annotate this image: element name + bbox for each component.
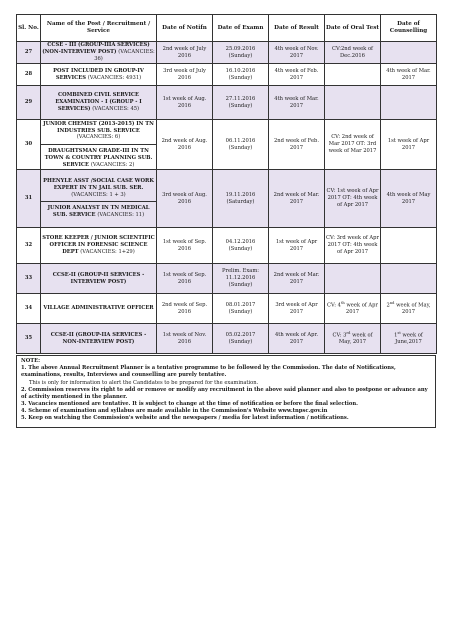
row-exam-date: 04.12.2016 (Sunday) (213, 228, 269, 264)
recruitment-planner-sheet (16, 14, 436, 428)
header-exam-date: Date of Examn (213, 15, 269, 42)
row-counselling-date (381, 42, 437, 64)
row-exam-date: 06.11.2016 (Sunday) (213, 120, 269, 170)
row-slno: 34 (17, 294, 41, 324)
header-oral-test-date: Date of Oral Test (325, 15, 381, 42)
post-vacancies: (VACANCIES: 45) (92, 105, 140, 112)
row-counselling-date (381, 86, 437, 120)
row-notification-date: 3rd week of July 2016 (157, 64, 213, 86)
notes-list (21, 365, 431, 422)
post-vacancies: (VACANCIES: 4931) (87, 74, 142, 81)
post-vacancies: (VACANCIES: 1 + 3) (71, 191, 126, 198)
post-title: VILLAGE ADMINISTRATIVE OFFICER (43, 305, 154, 312)
post-entry (42, 121, 155, 141)
row-slno: 27 (17, 42, 41, 64)
row-exam-date: 25.09.2016 (Sunday) (213, 42, 269, 64)
row-post-name (41, 170, 157, 228)
table-row (17, 228, 437, 264)
row-counselling-date: 1st week of June,2017 (381, 324, 437, 354)
row-slno: 28 (17, 64, 41, 86)
row-oral-test-date (325, 64, 381, 86)
row-exam-date: 08.01.2017 (Sunday) (213, 294, 269, 324)
row-oral-test-date (325, 264, 381, 294)
row-slno: 29 (17, 86, 41, 120)
row-slno: 32 (17, 228, 41, 264)
row-result-date: 4th week of Mar. 2017 (269, 86, 325, 120)
notes-section (16, 355, 436, 428)
post-entry (42, 332, 155, 346)
row-post-name (41, 264, 157, 294)
row-notification-date: 1st week of Aug. 2016 (157, 86, 213, 120)
header-slno: Sl. No. (17, 15, 41, 42)
row-counselling-date: 1st week of Apr 2017 (381, 120, 437, 170)
note-line: 5. Keep on watching the Commission's website and the newspapers / media for latest information / notifications. (21, 415, 349, 422)
table-row (17, 64, 437, 86)
post-title: POST INCLUDED IN GROUP-IV SERVICES (53, 67, 144, 81)
row-slno: 33 (17, 264, 41, 294)
row-counselling-date: 4th week of May 2017 (381, 170, 437, 228)
row-exam-date: 19.11.2016 (Saturday) (213, 170, 269, 228)
post-entry (42, 92, 155, 112)
row-exam-date: 16.10.2016 (Sunday) (213, 64, 269, 86)
row-result-date: 3rd week of Apr 2017 (269, 294, 325, 324)
row-oral-test-date: CV: 3rd week of May, 2017 (325, 324, 381, 354)
row-result-date: 2nd week of Mar. 2017 (269, 170, 325, 228)
table-row (17, 170, 437, 228)
post-entry (42, 305, 155, 312)
table-row (17, 294, 437, 324)
row-post-name (41, 294, 157, 324)
row-exam-date: Prelim. Exam: 11.12.2016 (Sunday) (213, 264, 269, 294)
table-header-row (17, 15, 437, 42)
post-vacancies: (VACANCIES: 2) (90, 161, 135, 168)
row-result-date: 4th week of Nov. 2017 (269, 42, 325, 64)
post-title: STORE KEEPER / JUNIOR SCIENTIFIC OFFICER IN FORENSIC SCIENCE DEPT (42, 235, 155, 255)
note-line: This is only for information to alert the Candidates to be prepared for the examination. (29, 379, 259, 386)
post-entry (42, 235, 155, 255)
row-post-name (41, 86, 157, 120)
note-line: 2. Commission reserves its right to add or remove or modify any recruitment in the above said planner and also to postpone or advance any of activity mentioned in the planner. (21, 386, 428, 400)
row-oral-test-date: CV: 1st week of Apr 2017 OT: 4th week of Apr 2017 (325, 170, 381, 228)
row-post-name (41, 42, 157, 64)
header-post: Name of the Post / Recruitment / Service (41, 15, 157, 42)
row-result-date: 1st week of Apr 2017 (269, 228, 325, 264)
row-post-name (41, 64, 157, 86)
row-notification-date: 2nd week of Aug. 2016 (157, 120, 213, 170)
row-notification-date: 1st week of Sep. 2016 (157, 228, 213, 264)
row-counselling-date (381, 264, 437, 294)
row-notification-date: 1st week of Nov. 2016 (157, 324, 213, 354)
post-entry (42, 68, 155, 82)
row-post-name (41, 120, 157, 170)
post-entry (41, 201, 157, 219)
row-slno: 31 (17, 170, 41, 228)
row-exam-date: 27.11.2016 (Sunday) (213, 86, 269, 120)
row-counselling-date: 2nd week of May, 2017 (381, 294, 437, 324)
post-vacancies: (VACANCIES: 36) (94, 49, 155, 62)
row-counselling-date: 4th week of Mar. 2017 (381, 64, 437, 86)
post-title: JUNIOR ANALYST IN TN MEDICAL SUB. SERVICE (47, 205, 150, 219)
post-title: JUNIOR CHEMIST (2013-2015) IN TN INDUSTRIES SUB. SERVICE (43, 120, 154, 134)
note-line: 1. The above Annual Recruitment Planner is a tentative programme to be followed by the Commission. The date of Notifications, examinations, results, Interviews and counselling are purely tentative. (21, 365, 396, 379)
row-notification-date: 2nd week of July 2016 (157, 42, 213, 64)
table-row (17, 42, 437, 64)
post-title: DRAUGHTSMAN GRADE-III IN TN TOWN & COUNTRY PLANNING SUB. SERVICE (44, 148, 153, 168)
notes-title: NOTE: (21, 358, 40, 364)
post-entry (42, 178, 155, 198)
row-notification-date: 3rd week of Aug. 2016 (157, 170, 213, 228)
row-oral-test-date: CV: 4th week of Apr 2017 (325, 294, 381, 324)
recruitment-planner-table (16, 14, 437, 354)
row-slno: 30 (17, 120, 41, 170)
row-result-date: 4th week of Apr. 2017 (269, 324, 325, 354)
row-result-date: 2nd week of Mar. 2017 (269, 264, 325, 294)
table-row (17, 120, 437, 170)
post-title: CCSE - III (GROUP-IIIA SERVICES) (NON-INTERVIEW POST) (42, 42, 150, 56)
header-notification-date: Date of Notifn (157, 15, 213, 42)
header-counselling-date: Date of Counselling (381, 15, 437, 42)
row-counselling-date (381, 228, 437, 264)
note-line: 3. Vacancies mentioned are tentative. It is subject to change at the time of notification or before the final selection. (21, 401, 358, 408)
post-entry (42, 42, 155, 62)
row-post-name (41, 228, 157, 264)
header-result-date: Date of Result (269, 15, 325, 42)
row-notification-date: 1st week of Sep. 2016 (157, 264, 213, 294)
row-post-name (41, 324, 157, 354)
table-row (17, 264, 437, 294)
post-title: COMBINED CIVIL SERVICE EXAMINATION - I (GROUP - I SERVICES) (55, 92, 142, 112)
row-oral-test-date: CV: 3rd week of Apr 2017 OT: 4th week of Apr 2017 (325, 228, 381, 264)
table-row (17, 324, 437, 354)
row-slno: 35 (17, 324, 41, 354)
row-oral-test-date (325, 86, 381, 120)
note-line: 4. Scheme of examination and syllabus are made available in the Commission's Website www.tnpsc.gov.in (21, 408, 328, 415)
row-oral-test-date: CV: 2nd week of Mar 2017 OT: 3rd week of Mar 2017 (325, 120, 381, 170)
post-entry (41, 144, 157, 168)
table-body (17, 42, 437, 354)
table-row (17, 86, 437, 120)
post-title: PHENYLE ASST /SOCIAL CASE WORK EXPERT IN TN JAIL SUB. SER. (43, 178, 154, 191)
post-title: CCSE-II (GROUP-IIA SERVICES - NON-INTERVIEW POST) (50, 331, 147, 345)
post-entry (42, 272, 155, 286)
row-result-date: 4th week of Feb. 2017 (269, 64, 325, 86)
row-exam-date: 05.02.2017 (Sunday) (213, 324, 269, 354)
post-title: CCSE-II (GROUP-II SERVICES - INTERVIEW POST) (52, 271, 145, 285)
post-vacancies: (VACANCIES: 11) (97, 212, 145, 219)
post-vacancies: (VACANCIES: 1+29) (80, 248, 135, 255)
row-notification-date: 2nd week of Sep. 2016 (157, 294, 213, 324)
row-result-date: 2nd week of Feb. 2017 (269, 120, 325, 170)
post-vacancies: (VACANCIES: 6) (76, 134, 121, 141)
row-oral-test-date: CV:2nd week of Dec.2016 (325, 42, 381, 64)
